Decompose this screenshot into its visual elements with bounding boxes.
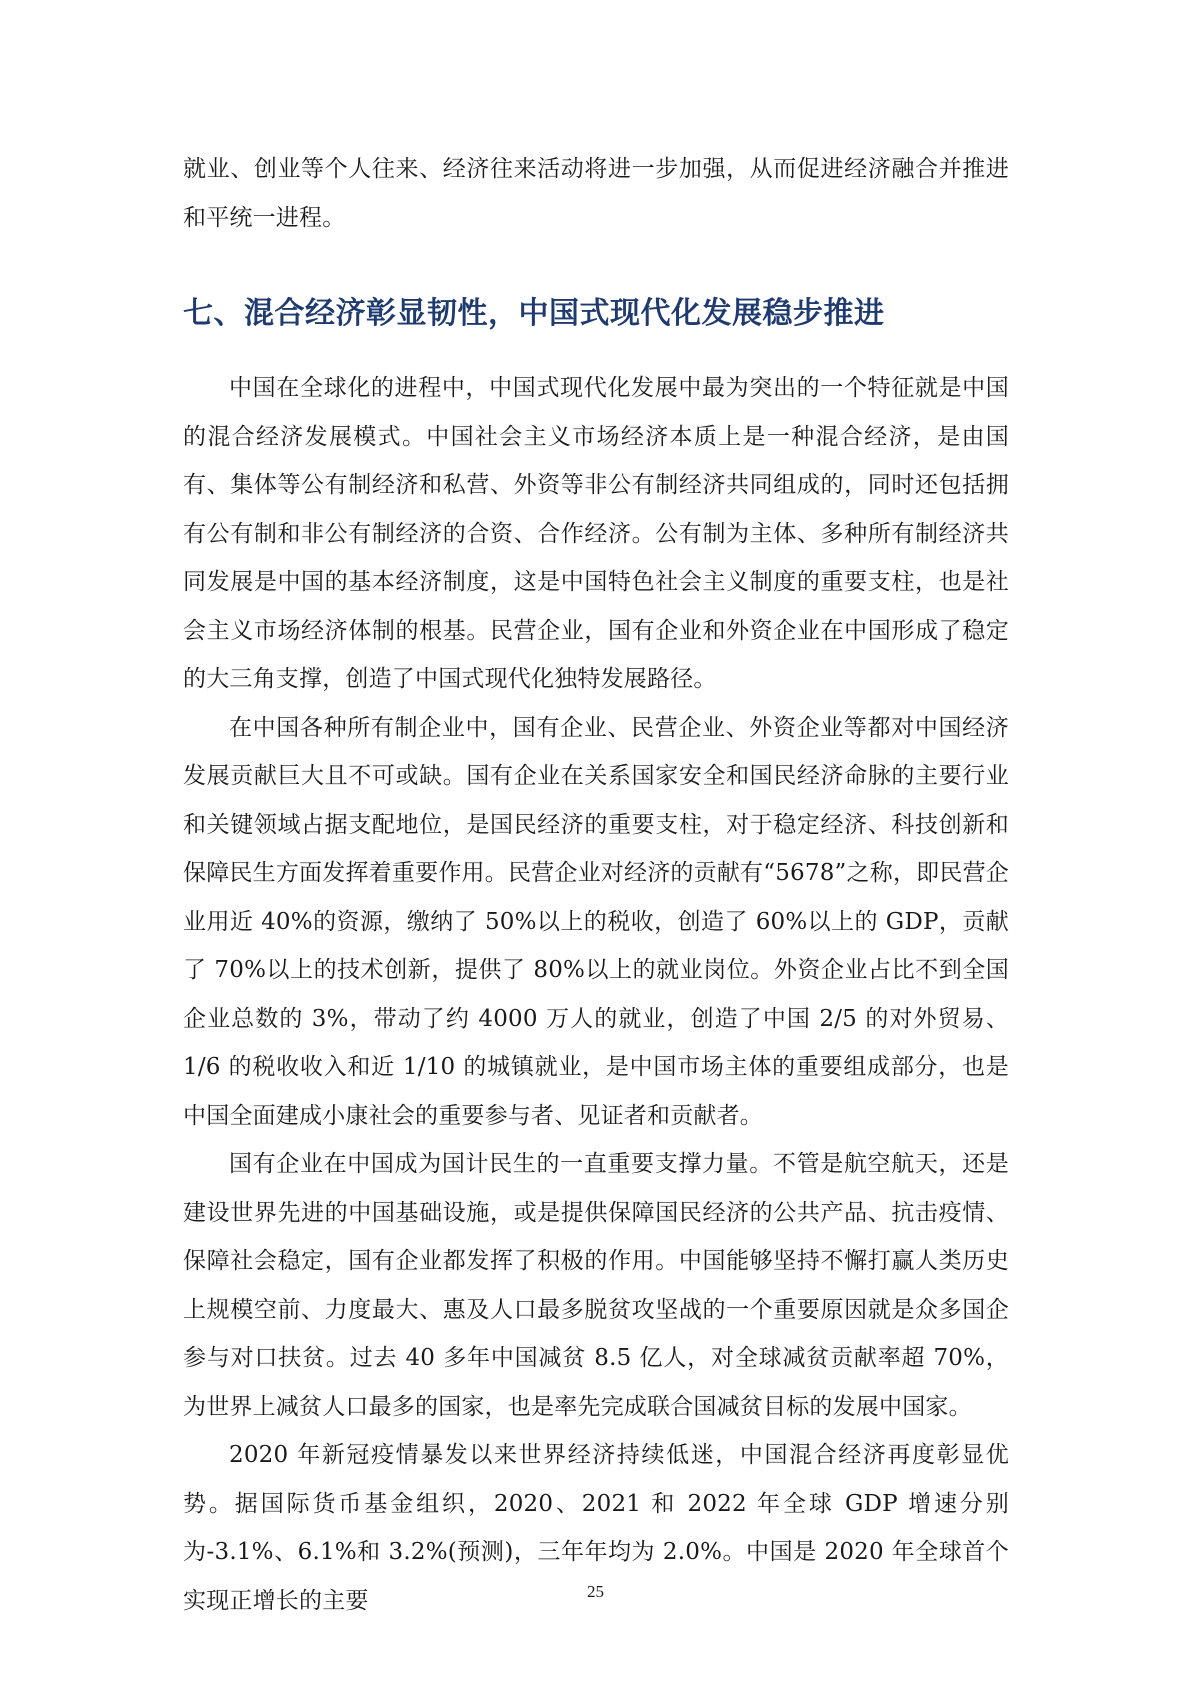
section-heading: 七、混合经济彰显韧性，中国式现代化发展稳步推进	[183, 296, 885, 331]
body-paragraph-4: 2020 年新冠疫情暴发以来世界经济持续低迷，中国混合经济再度彰显优势。据国际货币基金组织，2020、2021 和 2022 年全球 GDP 增速分别为-3.1%、6.1%和 3.2%(预测)，三年年均为 2.0%。中国是 2020 年全球首个实现正增长的主要	[183, 1442, 1009, 1614]
intro-paragraph: 就业、创业等个人往来、经济往来活动将进一步加强，从而促进经济融合并推进和平统一进程。	[183, 156, 1009, 231]
page-number: 25	[587, 1582, 604, 1601]
page-content	[183, 145, 1009, 1625]
body-paragraph-1: 中国在全球化的进程中，中国式现代化发展中最为突出的一个特征就是中国的混合经济发展模式。中国社会主义市场经济本质上是一种混合经济，是由国有、集体等公有制经济和私营、外资等非公有制经济共同组成的，同时还包括拥有公有制和非公有制经济的合资、合作经济。公有制为主体、多种所有制经济共同发展是中国的基本经济制度，这是中国特色社会主义制度的重要支柱，也是社会主义市场经济体制的根基。民营企业，国有企业和外资企业在中国形成了稳定的大三角支撑，创造了中国式现代化独特发展路径。	[183, 375, 1009, 692]
body-paragraph-3: 国有企业在中国成为国计民生的一直重要支撑力量。不管是航空航天，还是建设世界先进的中国基础设施，或是提供保障国民经济的公共产品、抗击疫情、保障社会稳定，国有企业都发挥了积极的作用。中国能够坚持不懈打赢人类历史上规模空前、力度最大、惠及人口最多脱贫攻坚战的一个重要原因就是众多国企参与对口扶贫。过去 40 多年中国减贫 8.5 亿人，对全球减贫贡献率超 70%，为世界上减贫人口最多的国家，也是率先完成联合国减贫目标的发展中国家。	[183, 1151, 1009, 1420]
body-paragraph-2: 在中国各种所有制企业中，国有企业、民营企业、外资企业等都对中国经济发展贡献巨大且不可或缺。国有企业在关系国家安全和国民经济命脉的主要行业和关键领域占据支配地位，是国民经济的重要支柱，对于稳定经济、科技创新和保障民生方面发挥着重要作用。民营企业对经济的贡献有“5678”之称，即民营企业用近 40%的资源，缴纳了 50%以上的税收，创造了 60%以上的 GDP，贡献了 70%以上的技术创新，提供了 80%以上的就业岗位。外资企业占比不到全国企业总数的 3%，带动了约 4000 万人的就业，创造了中国 2/5 的对外贸易、1/6 的税收收入和近 1/10 的城镇就业，是中国市场主体的重要组成部分，也是中国全面建成小康社会的重要参与者、见证者和贡献者。	[183, 714, 1009, 1129]
